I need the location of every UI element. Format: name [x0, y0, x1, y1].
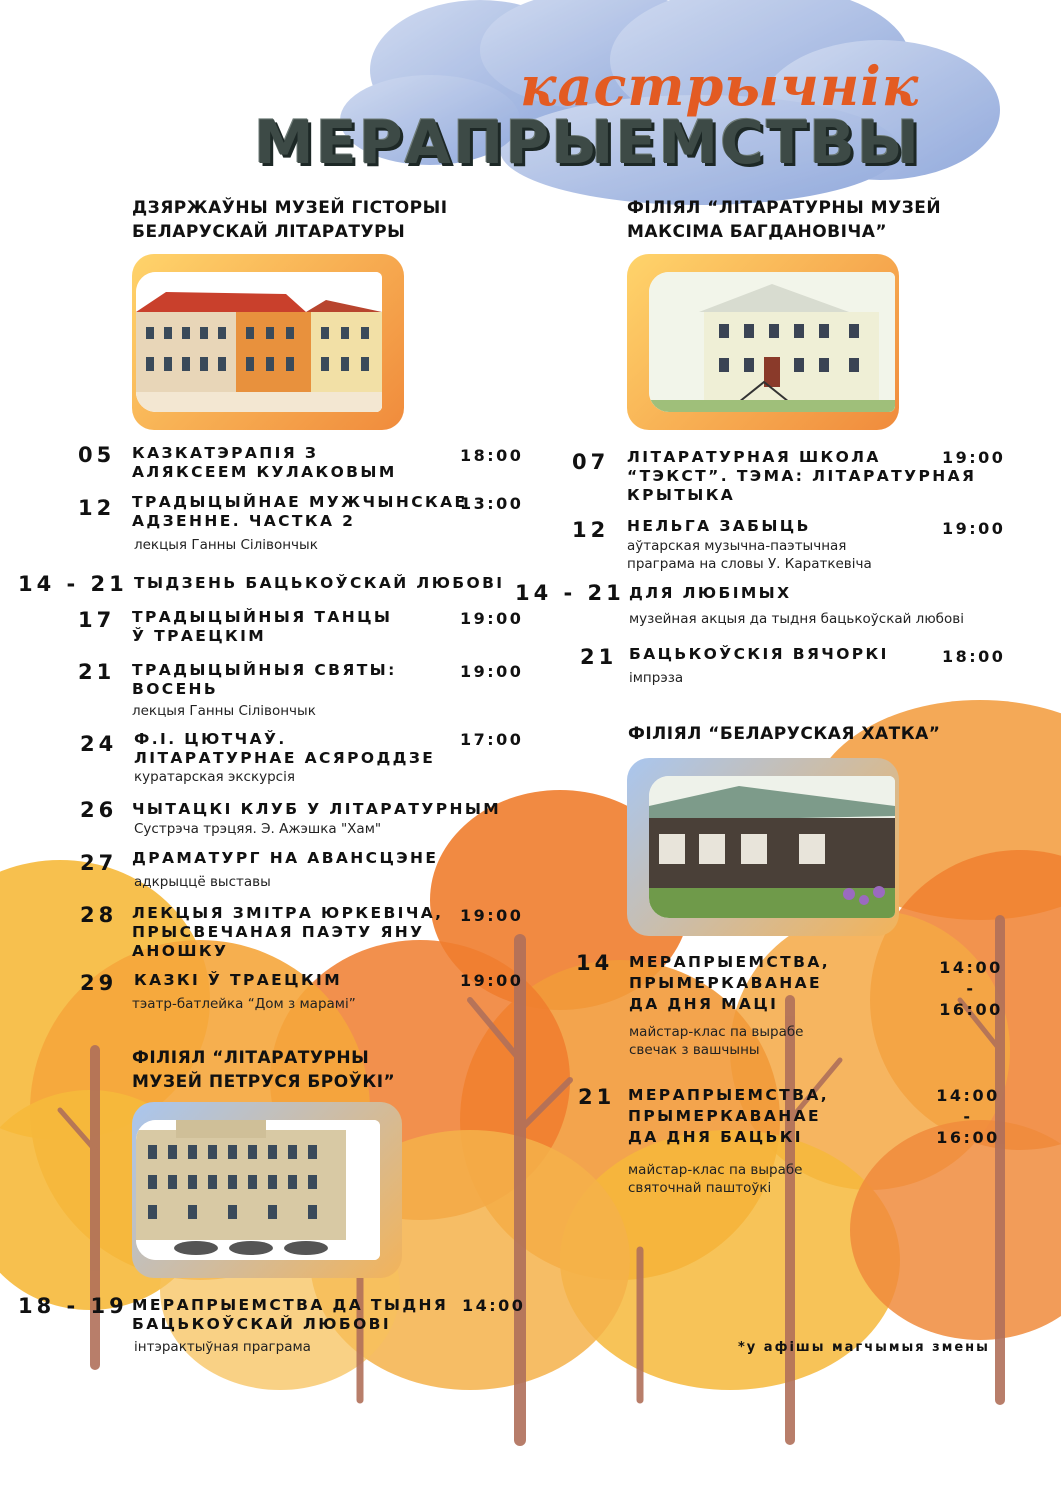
event-subtitle: імпрэза — [629, 670, 684, 686]
event-time: 19:00 — [942, 448, 1006, 467]
event-day: 27 — [80, 851, 118, 875]
event-title: ТРАДЫЦЫЙНАЕ МУЖЧЫНСКАЕ АДЗЕННЕ. ЧАСТКА 2 — [132, 493, 468, 530]
event-title: ТРАДЫЦЫЙНЫЯ СВЯТЫ: ВОСЕНЬ — [132, 661, 397, 698]
event-day: 29 — [80, 971, 118, 995]
building-illustration — [649, 272, 895, 412]
event-title: ДРАМАТУРГ НА АВАНСЦЭНЕ — [132, 849, 439, 867]
section-title-bahdanovich — [627, 196, 941, 244]
section-title-brouka — [132, 1046, 395, 1094]
event-subtitle: лекцыя Ганны Сілівончык — [134, 537, 318, 553]
event-subtitle: інтэрактыўная праграма — [134, 1339, 311, 1355]
footer-note: *у афішы магчымыя змены — [738, 1340, 990, 1355]
section-title-line: МАКСІМА БАГДАНОВІЧА” — [627, 222, 888, 242]
event-day: 28 — [80, 903, 118, 927]
event-day: 26 — [80, 798, 118, 822]
event-subtitle: майстар-клас па вырабе святочнай паштоўкі — [628, 1162, 803, 1196]
event-time: 19:00 — [460, 662, 524, 681]
event-day: 24 — [80, 732, 118, 756]
event-title: БАЦЬКОЎСКІЯ ВЯЧОРКІ — [629, 645, 889, 663]
event-time: 19:00 — [460, 971, 524, 990]
event-time: 14:00 — [462, 1296, 526, 1315]
month-title: кастрычнік — [520, 54, 920, 118]
event-time: 13:00 — [460, 494, 524, 513]
event-subtitle: тэатр-батлейка “Дом з марамі” — [132, 996, 356, 1012]
event-day: 05 — [78, 443, 116, 467]
section-title-line: ФІЛІЯЛ “БЕЛАРУСКАЯ ХАТКА” — [628, 724, 941, 744]
event-time: 14:00 - 16:00 — [939, 958, 1003, 1019]
event-title: ДЛЯ ЛЮБІМЫХ — [629, 584, 792, 602]
event-subtitle: майстар-клас па вырабе свечак з вашчыны — [629, 1024, 804, 1058]
building-illustration — [136, 272, 382, 412]
event-subtitle: музейная акцыя да тыдня бацькоўскай любові — [629, 611, 964, 627]
event-title: КАЗКАТЭРАПІЯ З АЛЯКСЕЕМ КУЛАКОВЫМ — [132, 444, 397, 481]
section-title-line: ФІЛІЯЛ “ЛІТАРАТУРНЫ МУЗЕЙ — [627, 198, 942, 218]
section-title-line: ФІЛІЯЛ “ЛІТАРАТУРНЫ — [132, 1048, 370, 1068]
section-title-khatka — [628, 722, 940, 746]
event-day: 14 — [576, 951, 614, 975]
event-time: 18:00 — [942, 647, 1006, 666]
event-subtitle: Сустрэча трэцяя. Э. Ажэшка "Хам" — [134, 821, 382, 837]
event-day: 21 — [78, 660, 116, 684]
event-time: 17:00 — [460, 730, 524, 749]
photo-frame-lit-museum — [132, 254, 404, 430]
event-title: ТЫДЗЕНЬ БАЦЬКОЎСКАЙ ЛЮБОВІ — [134, 574, 505, 592]
section-title-line: ДЗЯРЖАЎНЫ МУЗЕЙ ГІСТОРЫІ — [132, 198, 448, 218]
event-day: 21 — [578, 1085, 616, 1109]
event-day: 14 - 21 — [18, 572, 128, 596]
event-title: МЕРАПРЫЕМСТВА ДА ТЫДНЯ БАЦЬКОЎСКАЙ ЛЮБОВІ — [132, 1296, 449, 1333]
page-title: МЕРАПРЫЕМСТВЫ — [254, 108, 922, 178]
event-day: 21 — [580, 645, 618, 669]
event-title: КАЗКІ Ў ТРАЕЦКІМ — [134, 971, 343, 989]
event-day: 14 - 21 — [515, 581, 625, 605]
event-title: ТРАДЫЦЫЙНЫЯ ТАНЦЫ Ў ТРАЕЦКІМ — [132, 608, 393, 645]
event-day: 12 — [78, 496, 116, 520]
event-day: 17 — [78, 608, 116, 632]
building-illustration — [136, 1120, 380, 1260]
event-time: 14:00 - 16:00 — [936, 1086, 1000, 1147]
event-title: ЛЕКЦЫЯ ЗМІТРА ЮРКЕВІЧА, ПРЫСВЕЧАНАЯ ПАЭТУ ЯНУ АНОШКУ — [132, 904, 444, 960]
event-title: МЕРАПРЫЕМСТВА, ПРЫМЕРКАВАНАЕ ДА ДНЯ БАЦЬКІ — [628, 1086, 830, 1146]
section-title-lit-museum — [132, 196, 448, 244]
event-subtitle: адкрыццё выставы — [134, 874, 271, 890]
photo-frame-brouka — [132, 1102, 402, 1278]
event-subtitle: куратарская экскурсія — [134, 769, 295, 785]
event-title: ЧЫТАЦКІ КЛУБ У ЛІТАРАТУРНЫМ — [132, 800, 502, 818]
photo-frame-bahdanovich — [627, 254, 899, 430]
event-time: 19:00 — [942, 519, 1006, 538]
event-time: 19:00 — [460, 906, 524, 925]
event-day: 18 - 19 — [18, 1294, 128, 1318]
event-day: 07 — [572, 450, 610, 474]
event-day: 12 — [572, 518, 610, 542]
photo-frame-khatka — [627, 758, 899, 936]
event-title: НЕЛЬГА ЗАБЫЦЬ — [627, 517, 811, 535]
section-title-line: БЕЛАРУСКАЙ ЛІТАРАТУРЫ — [132, 222, 406, 242]
section-title-line: МУЗЕЙ ПЕТРУСЯ БРОЎКІ” — [132, 1072, 396, 1092]
event-time: 18:00 — [460, 446, 524, 465]
building-illustration — [649, 776, 895, 918]
event-title: МЕРАПРЫЕМСТВА, ПРЫМЕРКАВАНАЕ ДА ДНЯ МАЦІ — [629, 953, 831, 1013]
event-title: Ф.І. ЦЮТЧАЎ. ЛІТАРАТУРНАЕ АСЯРОДДЗЕ — [134, 730, 436, 767]
event-time: 19:00 — [460, 609, 524, 628]
event-subtitle: лекцыя Ганны Сілівончык — [132, 703, 316, 719]
event-subtitle: аўтарская музычна-паэтычная праграма на словы У. Караткевіча — [627, 538, 872, 572]
event-title: ЛІТАРАТУРНАЯ ШКОЛА “ТЭКСТ”. ТЭМА: ЛІТАРАТУРНАЯ КРЫТЫКА — [627, 448, 977, 504]
